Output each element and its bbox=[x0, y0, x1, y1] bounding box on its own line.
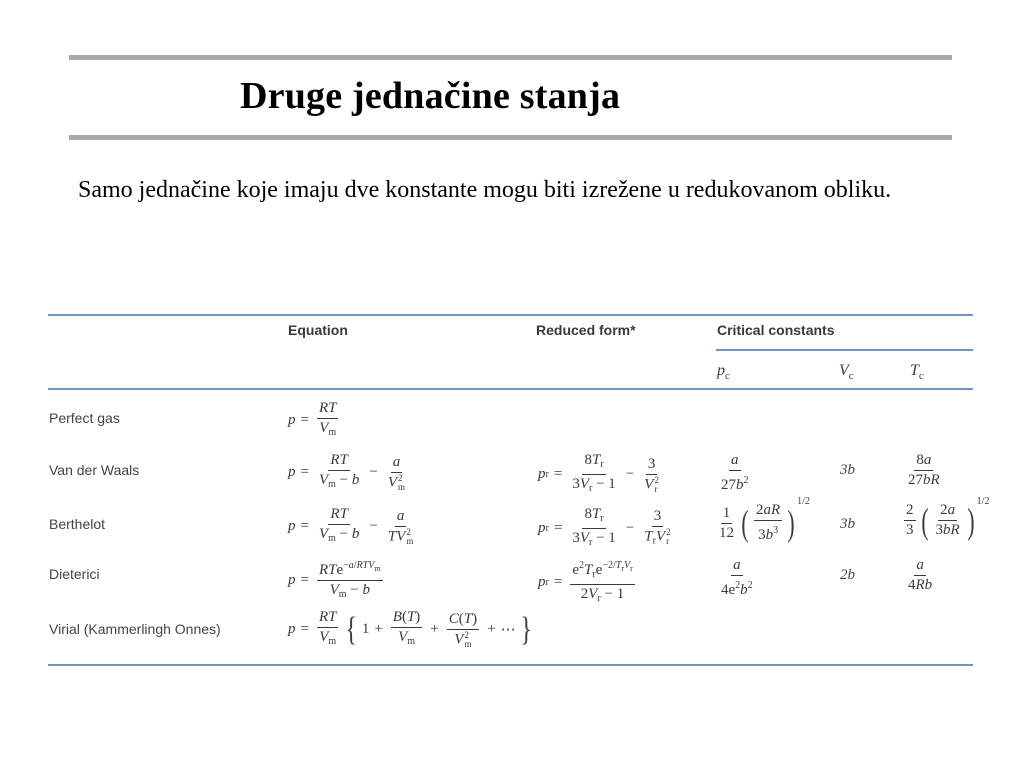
header-tc: $T_c$ bbox=[910, 362, 924, 383]
reduced-van-der-waals: p r = $\frac{8T_r}{3V_r - 1}$ − 3 V 2 r bbox=[538, 452, 659, 494]
bottom-rule bbox=[69, 135, 952, 140]
header-vc: $V_c$ bbox=[839, 362, 854, 383]
table-top-rule bbox=[48, 314, 973, 316]
tc-van-der-waals: $\frac{8a}{27bR}$ bbox=[908, 452, 940, 488]
vc-van-der-waals: 3b bbox=[840, 462, 855, 478]
slide-title: Druge jednačine stanja bbox=[240, 75, 621, 117]
header-pc: $p_c$ bbox=[717, 362, 730, 383]
vc-dieterici: 2b bbox=[840, 567, 855, 583]
vc-berthelot: 3b bbox=[840, 516, 855, 532]
equation-berthelot: p = $\frac{RT}{V_m - b}$ − a TV 2 m bbox=[288, 506, 414, 546]
table-header-rule bbox=[48, 388, 973, 390]
tc-berthelot: $\frac{2}{3}$ ( $\frac{2a}{3bR}$ ) 1/2 bbox=[906, 496, 990, 541]
row-label-berthelot: Berthelot bbox=[49, 516, 106, 532]
header-critical-constants: Critical constants bbox=[717, 322, 835, 338]
pc-dieterici: $\frac{a}{4e^2b^2}$ bbox=[721, 557, 753, 598]
header-reduced-form: Reduced form* bbox=[536, 322, 636, 338]
row-label-perfect-gas: Perfect gas bbox=[49, 410, 120, 426]
reduced-dieterici: p r = $\frac{e^2T_re^{-2/T_rV_r}}{2V_r - 1}$ bbox=[538, 557, 638, 607]
equation-perfect-gas: p = $\frac{RT}{V_m}$ bbox=[288, 400, 337, 438]
row-label-van-der-waals: Van der Waals bbox=[49, 462, 140, 478]
top-rule bbox=[69, 55, 952, 60]
header-equation: Equation bbox=[288, 322, 348, 338]
row-label-virial: Virial (Kammerlingh Onnes) bbox=[49, 621, 221, 637]
equation-virial: p = $\frac{RT}{V_m}$ { 1 + $\frac{B(T)}{V_m}$ + C(T) V 2 m + ⋯ } bbox=[288, 609, 532, 649]
reduced-berthelot: p r = $\frac{8T_r}{3V_r - 1}$ − 3 $T_rV$ 2 r bbox=[538, 506, 671, 548]
critical-constants-rule bbox=[716, 349, 973, 351]
table-bottom-rule bbox=[48, 664, 973, 666]
row-label-dieterici: Dieterici bbox=[49, 566, 100, 582]
pc-berthelot: $\frac{1}{12}$ ( $\frac{2aR}{3b^3}$ ) 1/2 bbox=[719, 496, 810, 543]
tc-dieterici: $\frac{a}{4Rb}$ bbox=[908, 557, 933, 593]
pc-van-der-waals: $\frac{a}{27b^2}$ bbox=[721, 452, 749, 493]
slide-body-text: Samo jednačine koje imaju dve konstante mogu biti izrežene u redukovanom obliku. bbox=[78, 177, 892, 203]
equation-dieterici: p = $\frac{RTe^{-a/RTV_m}}{V_m - b}$ bbox=[288, 557, 386, 603]
equation-van-der-waals: p = $\frac{RT}{V_m - b}$ − a V 2 m bbox=[288, 452, 406, 492]
